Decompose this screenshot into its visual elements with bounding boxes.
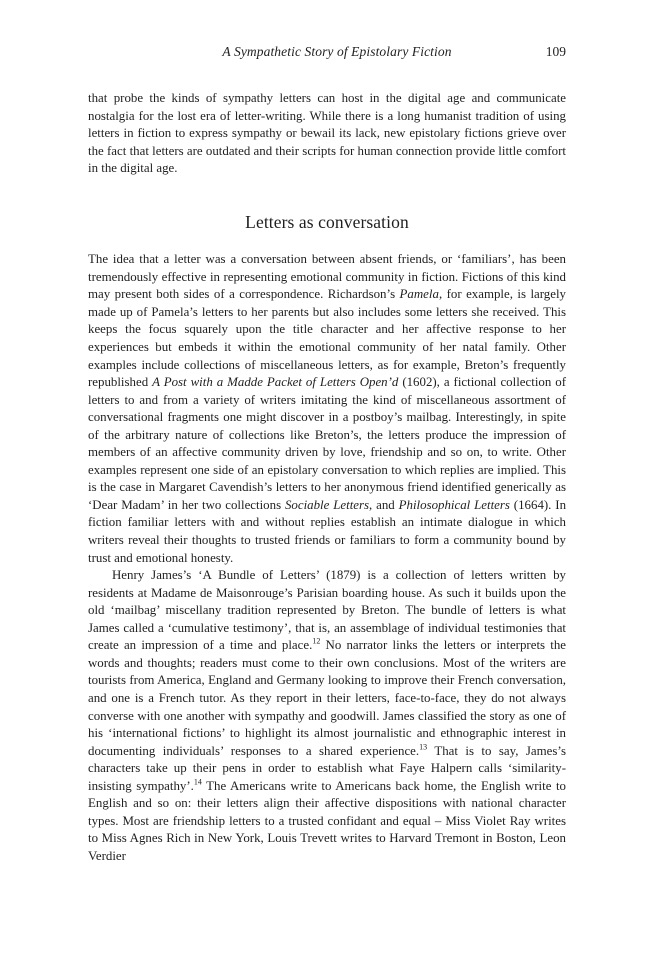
text-run: (1664). In fiction familiar letters with and without replies establish an intimate dialogue in which writers reveal their thoughts to trusted friends or familiars to form a community bound by trust and emotional honesty.	[88, 497, 567, 565]
title-post-with-madde-packet: A Post with a Madde Packet of Letters Open’d	[152, 375, 399, 390]
page-number: 109	[545, 44, 566, 59]
section-heading: Letters as conversation	[245, 211, 409, 232]
text-run: , for example, is largely made up of Pamela’s letters to her parents but also includes some letters she received. This keeps the focus squarely upon the title character and her affective response to her experiences but embeds it within the emotional community of her natal family. Other examples include collections of miscellaneous letters, as for example, Breton’s frequently republished	[88, 287, 567, 390]
running-title: A Sympathetic Story of Epistolary Fiction	[222, 44, 452, 59]
title-pamela: Pamela	[399, 287, 439, 302]
paragraph-letters-as-conversation	[88, 251, 566, 567]
paragraph-bundle-of-letters	[88, 567, 566, 865]
body-text	[88, 90, 566, 865]
title-philosophical-letters: Philosophical Letters	[398, 497, 510, 512]
text-run: , and	[369, 497, 399, 512]
text-run: (1602), a fictional collection of letters to and from a variety of writers imitating the kind of miscellaneous assortment of conversational fragments one might discover in a postboy’s mailbag. Interestingly, in spite of the arbitrary nature of collections like Breton’s, the letters produce the impression of members of an affective community driven by love, friendship and so on, to write. Other examples represent one side of an epistolary conversation to which replies are implied. This is the case in Margaret Cavendish’s letters to her anonymous friend identified generically as ‘Dear Madam’ in her two collections	[88, 375, 566, 512]
text-run: The idea that a letter was a conversation between absent friends, or ‘familiars’, has been tremendously effective in representing emotional community in fiction. Fictions of this kind may present both sides of a correspondence. Richardson’s	[88, 252, 566, 302]
paragraph-continued: that probe the kinds of sympathy letters can host in the digital age and communicate nostalgia for the lost era of letter-writing. While there is a long humanist tradition of using letters in fiction to express sympathy or bewail its lack, new epistolary fictions grieve over the fact that letters are outdated and their scripts for human connection provide little comfort in the digital age.	[88, 91, 566, 176]
text-run: The Americans write to Americans back home, the English write to English and so on: their letters align their affective dispositions with national character types. Most are friendship letters to a trusted confidant and equal – Miss Violet Ray writes to Miss Agnes Rich in New York, Louis Trevett writes to Harvard Tremont in Boston, Leon Verdier	[88, 778, 566, 863]
footnote-marker: 14	[193, 777, 202, 787]
title-sociable-letters: Sociable Letters	[284, 497, 370, 512]
running-head	[88, 44, 566, 64]
text-run: Henry James’s ‘A Bundle of Letters’ (1879) is a collection of letters written by residents at Madame de Maisonrouge’s Parisian boarding house. As such it builds upon the old ‘mailbag’ miscellany tradition represented by Breton. The bundle of letters is what James called a ‘cumulative testimony’, that is, an assemblage of individual testimonies that create an impression of a time and place.	[88, 568, 566, 653]
footnote-marker: 13	[419, 742, 428, 752]
footnote-marker: 12	[312, 637, 321, 647]
text-run: That is to say, James’s characters take up their pens in order to establish what Faye Halpern calls ‘similarity-insisting sympathy’.	[88, 743, 567, 793]
text-run: No narrator links the letters or interprets the words and thoughts; readers must come to their own conclusions. Most of the writers are tourists from America, England and Germany looking to improve their French conversation, and one is a French tutor. As they report in their letters, face-to-face, they do not always converse with one another with sympathy and goodwill. James classified the story as one of his ‘international fictions’ to highlight its almost journalistic and ethnographic interest in documenting individuals’ responses to a shared experience.	[88, 638, 566, 758]
